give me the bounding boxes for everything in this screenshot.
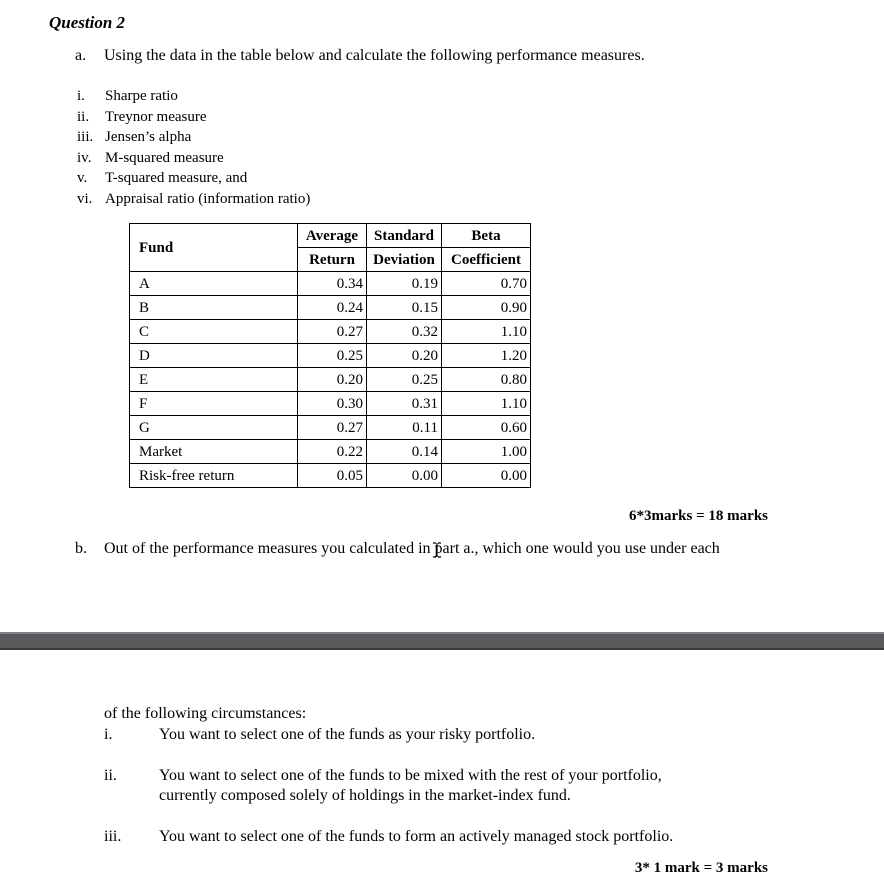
return-cell: 0.27 (298, 416, 367, 440)
part-b-prompt: Out of the performance measures you calculated in part a., which one would you use under each (104, 540, 720, 557)
circumstance-num: ii. (104, 767, 117, 784)
average-header: Average (298, 224, 367, 248)
fund-cell: G (130, 416, 298, 440)
table-header-row (130, 224, 531, 248)
circumstance-text: currently composed solely of holdings in the market-index fund. (159, 787, 571, 804)
fund-cell: A (130, 272, 298, 296)
fund-cell: D (130, 344, 298, 368)
fund-cell: F (130, 392, 298, 416)
beta-cell: 1.20 (442, 344, 531, 368)
sd-cell: 0.31 (367, 392, 442, 416)
beta-cell: 0.80 (442, 368, 531, 392)
fund-cell: B (130, 296, 298, 320)
sd-cell: 0.20 (367, 344, 442, 368)
circumstance-text: You want to select one of the funds to form an actively managed stock portfolio. (159, 828, 674, 845)
part-b-label: b. (75, 540, 87, 557)
standard-header: Standard (367, 224, 442, 248)
fund-cell: C (130, 320, 298, 344)
beta-cell: 0.90 (442, 296, 531, 320)
sd-cell: 0.25 (367, 368, 442, 392)
beta-cell: 0.00 (442, 464, 531, 488)
sd-cell: 0.19 (367, 272, 442, 296)
return-cell: 0.20 (298, 368, 367, 392)
return-cell: 0.24 (298, 296, 367, 320)
table-row (130, 296, 531, 320)
coefficient-header: Coefficient (442, 248, 531, 272)
fund-header: Fund (130, 224, 298, 272)
beta-header: Beta (442, 224, 531, 248)
fund-cell: Risk-free return (130, 464, 298, 488)
table-row (130, 440, 531, 464)
beta-cell: 1.00 (442, 440, 531, 464)
return-cell: 0.34 (298, 272, 367, 296)
measure-num: ii. (77, 109, 90, 125)
beta-cell: 1.10 (442, 392, 531, 416)
return-cell: 0.30 (298, 392, 367, 416)
table-row (130, 464, 531, 488)
performance-data-table (129, 223, 531, 488)
circumstance-num: iii. (104, 828, 122, 845)
sd-cell: 0.15 (367, 296, 442, 320)
beta-cell: 1.10 (442, 320, 531, 344)
return-header: Return (298, 248, 367, 272)
measure-num: v. (77, 170, 88, 186)
sd-cell: 0.14 (367, 440, 442, 464)
text-cursor-icon (432, 542, 442, 558)
measure-num: i. (77, 88, 85, 104)
return-cell: 0.27 (298, 320, 367, 344)
return-cell: 0.25 (298, 344, 367, 368)
part-a-prompt: Using the data in the table below and calculate the following performance measures. (104, 47, 645, 64)
part-a-marks: 6*3marks = 18 marks (629, 508, 768, 524)
measure-text: T-squared measure, and (105, 170, 248, 186)
measure-num: iv. (77, 150, 92, 166)
page-break-bar (0, 632, 884, 650)
beta-cell: 0.60 (442, 416, 531, 440)
fund-cell: E (130, 368, 298, 392)
table-row (130, 368, 531, 392)
circumstance-text: You want to select one of the funds to be mixed with the rest of your portfolio, (159, 767, 662, 784)
table-row (130, 320, 531, 344)
question-title: Question 2 (49, 13, 126, 32)
measure-num: iii. (77, 129, 94, 145)
part-b-continuation: of the following circumstances: (104, 705, 307, 722)
circumstance-text: You want to select one of the funds as your risky portfolio. (159, 726, 536, 743)
fund-cell: Market (130, 440, 298, 464)
circumstance-num: i. (104, 726, 113, 743)
table-row (130, 344, 531, 368)
part-a-label: a. (75, 47, 87, 64)
table-row (130, 272, 531, 296)
return-cell: 0.05 (298, 464, 367, 488)
return-cell: 0.22 (298, 440, 367, 464)
table-row (130, 392, 531, 416)
measure-num: vi. (77, 191, 93, 207)
measure-text: Treynor measure (105, 109, 207, 125)
measure-text: Appraisal ratio (information ratio) (105, 191, 311, 207)
deviation-header: Deviation (367, 248, 442, 272)
beta-cell: 0.70 (442, 272, 531, 296)
measure-text: M-squared measure (105, 150, 224, 166)
table-row (130, 416, 531, 440)
sd-cell: 0.32 (367, 320, 442, 344)
sd-cell: 0.00 (367, 464, 442, 488)
measure-text: Sharpe ratio (105, 88, 178, 104)
measure-text: Jensen’s alpha (105, 129, 192, 145)
sd-cell: 0.11 (367, 416, 442, 440)
part-b-marks: 3* 1 mark = 3 marks (634, 860, 768, 876)
